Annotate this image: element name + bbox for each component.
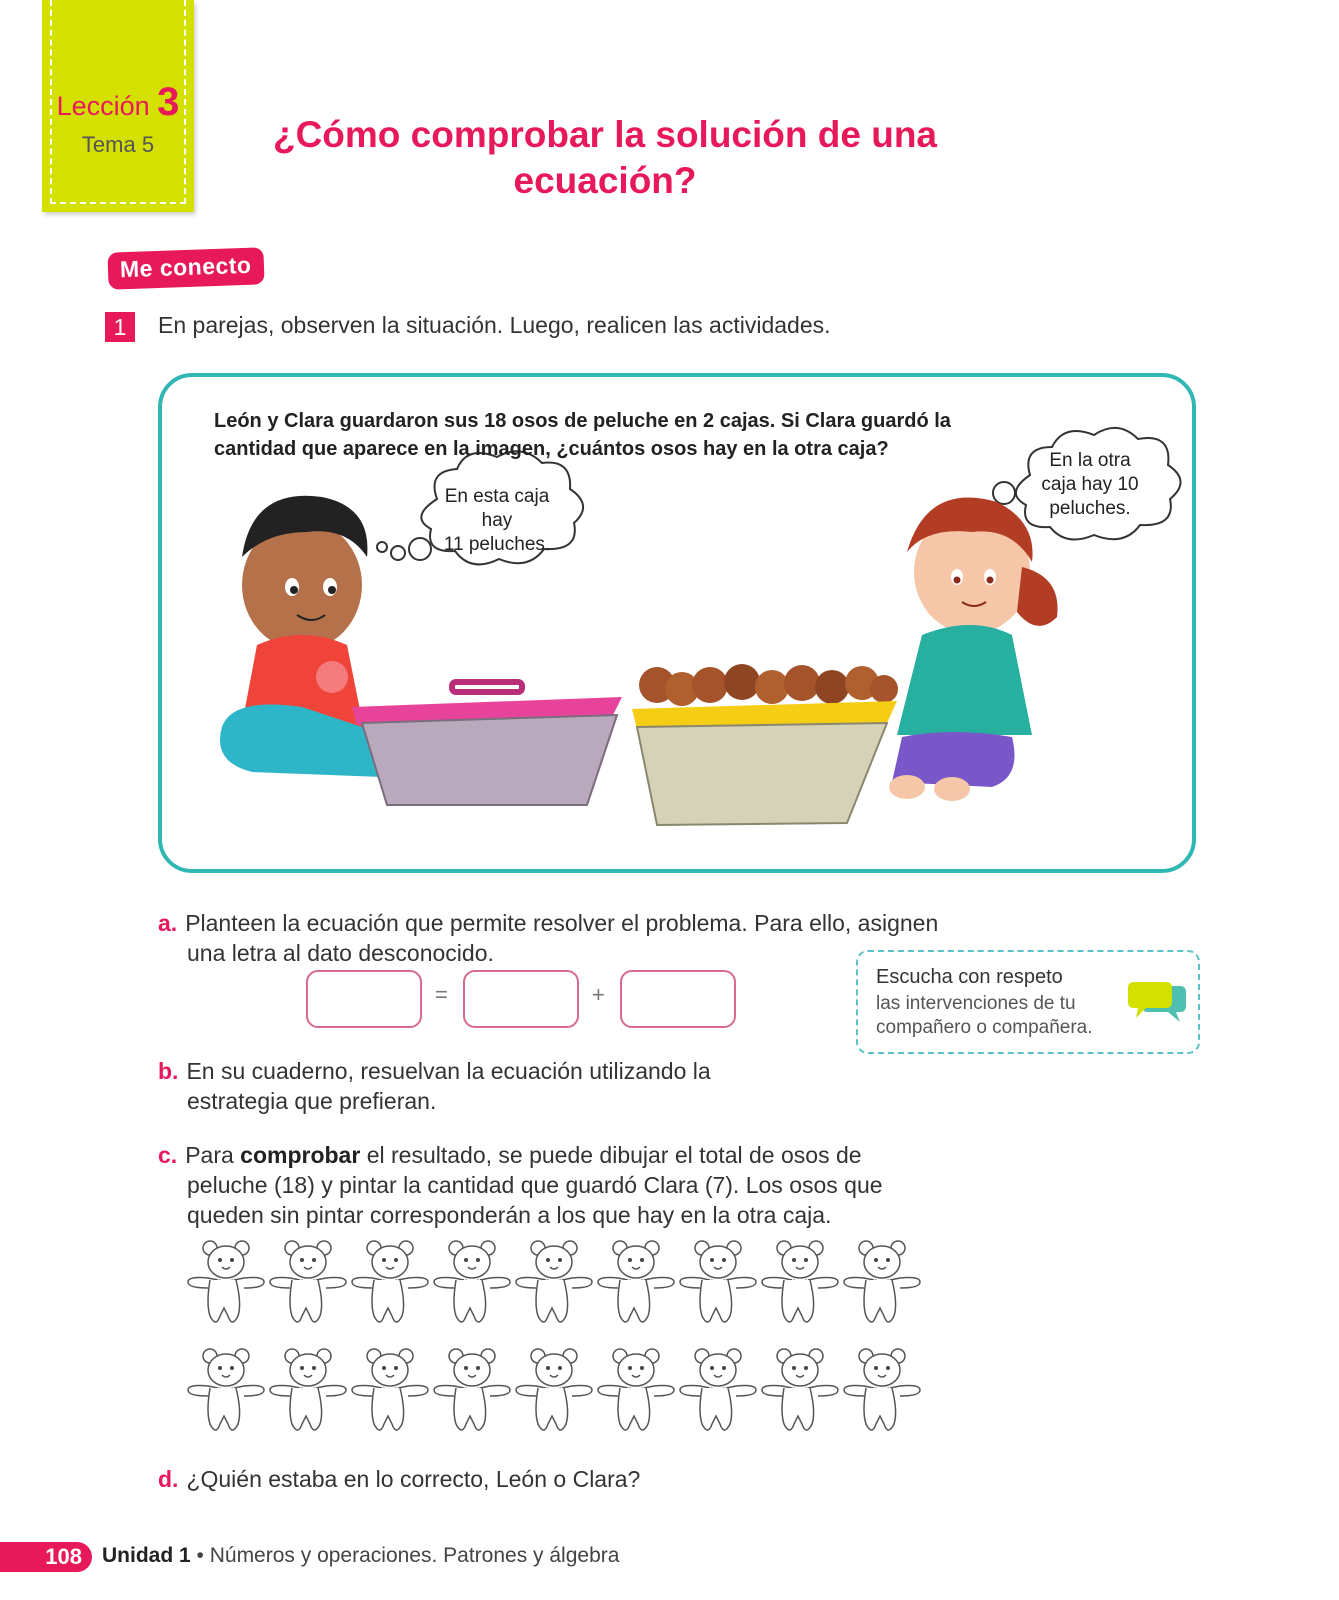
problem-statement bbox=[214, 407, 1034, 463]
bear-outline[interactable] bbox=[352, 1349, 428, 1430]
bear-outline[interactable] bbox=[270, 1241, 346, 1322]
lesson-ribbon bbox=[42, 0, 194, 212]
bear-outline[interactable] bbox=[680, 1349, 756, 1430]
bubble-clara-line-3: peluches. bbox=[1049, 498, 1131, 519]
equation-box-left[interactable] bbox=[306, 970, 422, 1028]
lesson-number: 3 bbox=[157, 80, 180, 124]
footer-unit: Unidad 1 bbox=[102, 1544, 191, 1567]
footer-text bbox=[102, 1544, 619, 1568]
item-a-letter: a. bbox=[158, 910, 178, 936]
item-c-line-3: queden sin pintar corresponderán a los que hay en la otra caja. bbox=[187, 1202, 832, 1228]
bear-outline[interactable] bbox=[434, 1349, 510, 1430]
item-c-line-1-post: el resultado, se puede dibujar el total de osos de bbox=[360, 1142, 862, 1168]
bear-outline[interactable] bbox=[352, 1241, 428, 1322]
teddy-bears-in-box bbox=[639, 664, 898, 706]
tip-line-1: las intervenciones de tu bbox=[876, 993, 1076, 1014]
scene-frame bbox=[158, 373, 1196, 873]
page-title: ¿Cómo comprobar la solución de una ecuación? bbox=[272, 114, 937, 201]
section-tag: Me conecto bbox=[107, 247, 264, 289]
lesson-word: Lección bbox=[56, 91, 150, 121]
bear-outline[interactable] bbox=[188, 1241, 264, 1322]
item-c-line-1-pre: Para bbox=[185, 1142, 241, 1168]
item-c bbox=[158, 1140, 883, 1230]
item-c-keyword: comprobar bbox=[240, 1142, 361, 1168]
item-d-letter: d. bbox=[158, 1466, 179, 1492]
item-b-line-2: estrategia que prefieran. bbox=[187, 1088, 437, 1114]
bear-outline[interactable] bbox=[270, 1349, 346, 1430]
question-text: En parejas, observen la situación. Luego, realicen las actividades. bbox=[158, 312, 831, 338]
plus-sign: + bbox=[592, 982, 605, 1007]
bear-outline[interactable] bbox=[762, 1349, 838, 1430]
bear-outline[interactable] bbox=[188, 1349, 264, 1430]
item-a bbox=[158, 908, 938, 968]
bubble-text-clara bbox=[1020, 449, 1160, 521]
item-d bbox=[158, 1464, 640, 1494]
item-d-line-1: ¿Quién estaba en lo correcto, León o Clara? bbox=[186, 1466, 641, 1492]
equals-sign: = bbox=[435, 982, 448, 1007]
bear-outline[interactable] bbox=[516, 1349, 592, 1430]
bubble-clara-line-1: En la otra bbox=[1049, 450, 1131, 471]
lesson-label bbox=[42, 80, 194, 125]
bear-outline[interactable] bbox=[516, 1241, 592, 1322]
bear-outline[interactable] bbox=[434, 1241, 510, 1322]
equation-box-middle[interactable] bbox=[463, 970, 579, 1028]
bubble-leon-line-2: hay bbox=[481, 510, 513, 531]
problem-line-1: León y Clara guardaron sus 18 osos de peluche en 2 cajas. Si Clara guardó la bbox=[214, 410, 951, 432]
topic-label: Tema 5 bbox=[81, 132, 155, 157]
bubble-leon-line-1: En esta caja bbox=[444, 486, 550, 507]
bear-outline[interactable] bbox=[598, 1349, 674, 1430]
bear-outline[interactable] bbox=[598, 1241, 674, 1322]
footer-topic: Números y operaciones. Patrones y álgebra bbox=[209, 1544, 620, 1567]
tip-body bbox=[876, 992, 1093, 1040]
bubble-leon-line-3: 11 peluches. bbox=[443, 534, 551, 555]
item-b-letter: b. bbox=[158, 1058, 179, 1084]
bubble-clara-line-2: caja hay 10 bbox=[1041, 474, 1139, 495]
page-number: 108 bbox=[0, 1542, 92, 1572]
bear-outline[interactable] bbox=[680, 1241, 756, 1322]
tip-box bbox=[856, 950, 1200, 1054]
equation-box-right[interactable] bbox=[620, 970, 736, 1028]
teddy-bear-grid bbox=[186, 1228, 926, 1438]
item-b bbox=[158, 1056, 711, 1116]
bear-outline[interactable] bbox=[762, 1241, 838, 1322]
problem-line-2: cantidad que aparece en la imagen, ¿cuántos osos hay en la otra caja? bbox=[214, 438, 889, 460]
item-a-line-1: Planteen la ecuación que permite resolver el problema. Para ello, asignen bbox=[185, 910, 939, 936]
bear-outline[interactable] bbox=[844, 1349, 920, 1430]
item-a-line-2: una letra al dato desconocido. bbox=[187, 940, 494, 966]
bear-outline[interactable] bbox=[844, 1241, 920, 1322]
item-c-letter: c. bbox=[158, 1142, 178, 1168]
bubble-text-leon bbox=[427, 485, 567, 557]
footer-separator: • bbox=[190, 1544, 210, 1567]
tip-title: Escucha con respeto bbox=[876, 966, 1063, 988]
question-number: 1 bbox=[105, 312, 135, 342]
tip-line-2: compañero o compañera. bbox=[876, 1017, 1093, 1038]
item-c-line-2: peluche (18) y pintar la cantidad que guardó Clara (7). Los osos que bbox=[187, 1172, 883, 1198]
speech-bubbles-icon bbox=[1128, 980, 1188, 1026]
item-b-line-1: En su cuaderno, resuelvan la ecuación utilizando la bbox=[186, 1058, 711, 1084]
